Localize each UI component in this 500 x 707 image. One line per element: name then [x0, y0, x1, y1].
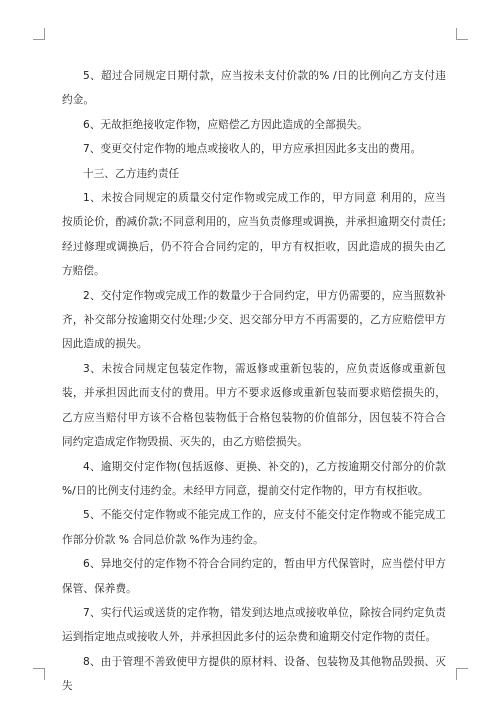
- paragraph-clause-8: 8、由于管理不善致使甲方提供的原材料、设备、包装物及其他物品毁损、灭失: [62, 655, 446, 693]
- paragraph-clause-7: 7、变更交付定作物的地点或接收人的，甲方应承担因此多支出的费用。: [83, 143, 422, 156]
- paragraph-clause-2: 2、交付定作物或完成工作的数量少于合同约定，甲方仍需要的，应当照数补齐，补交部分按逾期交付处理;少交、迟交部分甲方不再需要的，乙方应赔偿甲方因此造成的损失。: [62, 289, 446, 351]
- crop-mark-bottom-right: [456, 668, 468, 680]
- crop-mark-top-right: [456, 28, 468, 40]
- paragraph-clause-5b: 5、不能交付定作物或不能完成工作的，应支付不能交付定作物或不能完成工作部分价款 % 合同总价款 %作为违约金。: [62, 509, 446, 546]
- paragraph-clause-5: 5、超过合同规定日期付款，应当按未支付价款的% /日的比例向乙方支付违约金。: [62, 70, 446, 107]
- paragraph-clause-3: 3、未按合同规定包装定作物，需返修或重新包装的，应负责返修或重新包装，并承担因此而支付的费用。甲方不要求返修或重新包装而要求赔偿损失的，乙方应当赔付甲方该不合格包装物低于合格包装物的价值部分，因包装不符合合同约定造成定作物毁损、灭失的，由乙方赔偿损失。: [62, 362, 446, 449]
- paragraph-clause-6b: 6、异地交付的定作物不符合合同约定的，暂由甲方代保管时，应当偿付甲方保管、保养费。: [62, 558, 446, 595]
- paragraph-clause-7b: 7、实行代运或送货的定作物，错发到达地点或接收单位，除按合同约定负责运到指定地点或接收人外，并承担因此多付的运杂费和逾期交付定作物的责任。: [62, 606, 446, 644]
- document-body: [62, 64, 446, 699]
- paragraph-clause-4: 4、逾期交付定作物(包括返修、更换、补交的)，乙方按逾期交付部分的价款 %/日的比例支付违约金。未经甲方同意，提前交付定作物的，甲方有权拒收。: [62, 460, 446, 497]
- paragraph-clause-1: 1、未按合同规定的质量交付定作物或完成工作的，甲方同意 利用的，应当按质论价，酌减价款;不同意利用的，应当负责修理或调换，并承担逾期交付责任;经过修理或调换后，仍不符合合同约定的，甲方有权拒收，因此造成的损失由乙方赔偿。: [62, 192, 446, 278]
- paragraph-clause-6: 6、无故拒绝接收定作物，应赔偿乙方因此造成的全部损失。: [83, 118, 368, 131]
- crop-mark-bottom-left: [33, 668, 45, 680]
- crop-mark-top-left: [33, 28, 45, 40]
- section-heading: 十三、乙方违约责任: [83, 167, 180, 180]
